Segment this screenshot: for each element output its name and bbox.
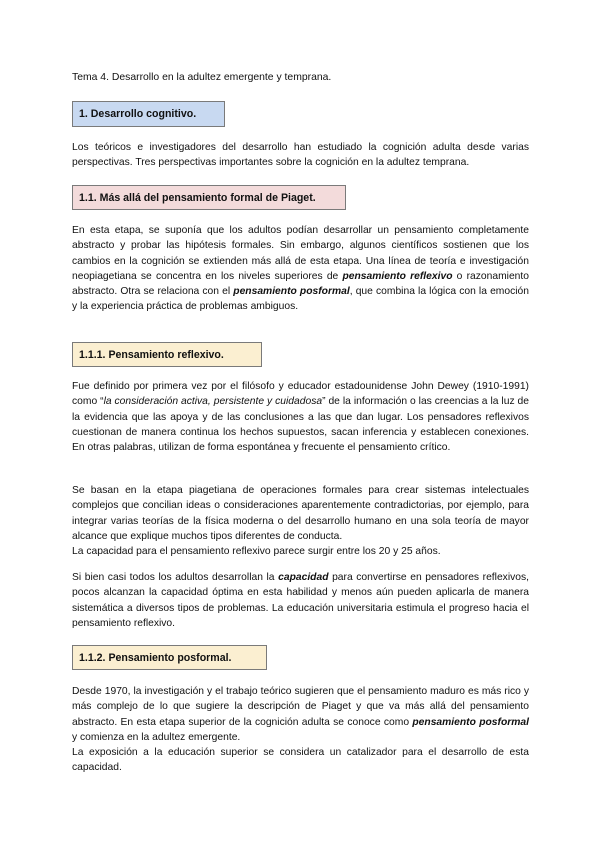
- paragraph-text: y comienza en la adultez emergente.: [72, 731, 241, 743]
- paragraph-intro: [72, 140, 529, 171]
- paragraph-text: Si bien casi todos los adultos desarrollan la: [72, 572, 279, 583]
- heading-label: 1.1.2. Pensamiento posformal.: [79, 651, 232, 664]
- heading-pensamiento-reflexivo: [72, 342, 262, 367]
- term-pensamiento-posformal: pensamiento posformal: [412, 716, 529, 728]
- document-topic: Tema 4. Desarrollo en la adultez emergente y temprana.: [72, 72, 332, 83]
- heading-desarrollo-cognitivo: [72, 101, 225, 127]
- term-capacidad: capacidad: [278, 572, 329, 583]
- paragraph-piaget: [72, 223, 529, 315]
- heading-pensamiento-posformal: [72, 645, 267, 670]
- term-pensamiento-posformal: pensamiento posformal: [233, 286, 350, 298]
- paragraph-text: Fue definido por primera vez por el filósofo y educador estadounidense John Dewey (1910-1991) como “: [72, 381, 529, 408]
- paragraph-text: Desde 1970, la investigación y el trabajo teórico sugieren que el pensamiento maduro es más rico y más complejo de lo que sugiere la descripción de Piaget y que va más allá del pensamiento abstracto. En esta etapa superior de la cognición adulta se conoce como: [72, 686, 529, 728]
- paragraph-text: La capacidad para el pensamiento reflexivo parece surgir entre los 20 y 25 años.: [72, 546, 441, 558]
- paragraph-posformal: [72, 684, 529, 776]
- heading-label: 1.1. Más allá del pensamiento formal de Piaget.: [79, 191, 316, 204]
- paragraph-text: , que combina la lógica con la emoción y la experiencia práctica de problemas ambiguos.: [72, 286, 529, 313]
- paragraph-dewey: [72, 379, 529, 455]
- paragraph-text: Se basan en la etapa piagetiana de operaciones formales para crear sistemas intelectuales complejos que concilian ideas o consideraciones aparentemente contradictorias, por ejemplo, para integrar varias teorías de la física moderna o del desarrollo humano en una sola teoría de mayor alcance que explique muchos tipos diferentes de conducta.: [72, 485, 529, 542]
- heading-label: 1. Desarrollo cognitivo.: [79, 108, 197, 120]
- paragraph-capacidad: [72, 570, 529, 631]
- heading-label: 1.1.1. Pensamiento reflexivo.: [79, 348, 224, 361]
- paragraph-text: Los teóricos e investigadores del desarrollo han estudiado la cognición adulta desde varias perspectivas. Tres perspectivas importantes sobre la cognición en la adultez temprana.: [72, 142, 529, 169]
- paragraph-text: para convertirse en pensadores reflexivos, pocos alcanzan la capacidad óptima en esta habilidad y menos aún pueden aplicarla de manera sistemática a diversos tipos de problemas. La educación universitaria estimula el progreso hacia el pensamiento reflexivo.: [72, 572, 529, 629]
- heading-mas-alla-piaget: [72, 185, 346, 210]
- paragraph-operaciones-formales: [72, 483, 529, 559]
- term-pensamiento-reflexivo: pensamiento reflexivo: [342, 270, 453, 282]
- paragraph-text: La exposición a la educación superior se considera un catalizador para el desarrollo de esta capacidad.: [72, 747, 529, 774]
- quote-dewey: la consideración activa, persistente y cuidadosa: [103, 396, 323, 408]
- paragraph-text: ” de la información o las creencias a la luz de la evidencia que las apoya y de las conclusiones a las que dan lugar. Los pensadores reflexivos cuestionan de manera continua los hechos supuestos, sacan inferencia y establecen conexiones. En otras palabras, utilizan de forma espontánea y frecuente el pensamiento crítico.: [72, 396, 529, 454]
- paragraph-text: En esta etapa, se suponía que los adultos podían desarrollar un pensamiento completamente abstracto y probar las hipótesis formales. Sin embargo, algunos científicos sostienen que los cambios en la cognición se extienden más allá de esta etapa. Una línea de teoría e investigación neopiagetiana se concentra en los niveles superiores de: [72, 225, 529, 282]
- paragraph-text: o razonamiento abstracto. Otra se relaciona con el: [72, 270, 529, 298]
